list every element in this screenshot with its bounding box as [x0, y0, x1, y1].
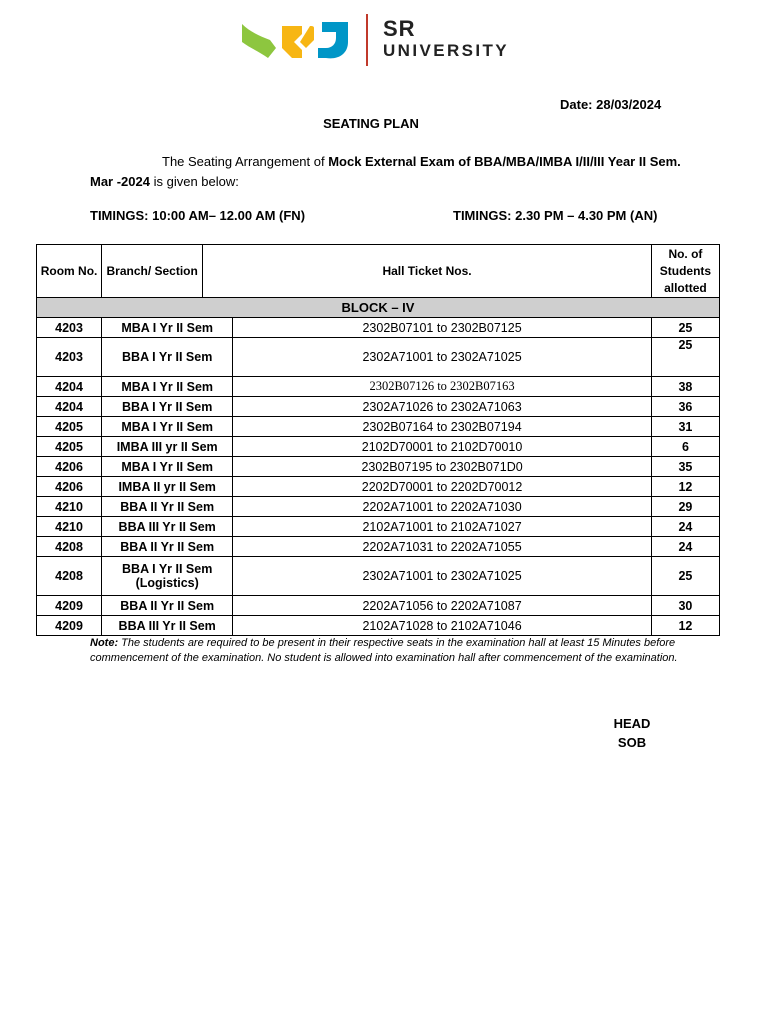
cell-student-count: 25: [651, 557, 719, 596]
table-row: [37, 377, 720, 397]
cell-room: 4204: [37, 397, 102, 417]
table-row: [37, 557, 720, 596]
cell-branch: MBA I Yr II Sem: [102, 377, 233, 397]
table-row: [37, 397, 720, 417]
cell-hall-tickets: 2102A71028 to 2102A71046: [233, 616, 652, 636]
intro-prefix: The Seating Arrangement of: [162, 154, 329, 169]
cell-branch: BBA I Yr II Sem (Logistics): [102, 557, 233, 596]
cell-branch: BBA I Yr II Sem: [102, 338, 233, 377]
intro-suffix: is given below:: [149, 174, 239, 189]
cell-branch: BBA II Yr II Sem: [102, 497, 233, 517]
cell-room: 4208: [37, 557, 102, 596]
header-students: No. of Students allotted: [651, 245, 719, 298]
timing-an: TIMINGS: 2.30 PM – 4.30 PM (AN): [453, 208, 658, 223]
cell-branch: BBA III Yr II Sem: [102, 517, 233, 537]
table-row: [37, 497, 720, 517]
block-label: BLOCK – IV: [37, 298, 720, 318]
cell-branch: BBA II Yr II Sem: [102, 537, 233, 557]
signature-sob: SOB: [617, 735, 647, 750]
cell-student-count: 25: [651, 318, 719, 338]
cell-hall-tickets: 2202A71001 to 2202A71030: [233, 497, 652, 517]
table-row: [37, 417, 720, 437]
cell-room: 4203: [37, 338, 102, 377]
header-branch: Branch/ Section: [102, 245, 203, 298]
cell-student-count: 36: [651, 397, 719, 417]
cell-room: 4208: [37, 537, 102, 557]
cell-student-count: 30: [651, 596, 719, 616]
cell-room: 4209: [37, 596, 102, 616]
cell-room: 4209: [37, 616, 102, 636]
cell-student-count: 12: [651, 477, 719, 497]
cell-student-count: 6: [651, 437, 719, 457]
logo-text-university: UNIVERSITY: [383, 41, 510, 60]
cell-branch: BBA I Yr II Sem: [102, 397, 233, 417]
cell-room: 4204: [37, 377, 102, 397]
document-date: Date: 28/03/2024: [560, 97, 662, 112]
cell-hall-tickets: 2202A71031 to 2202A71055: [233, 537, 652, 557]
cell-hall-tickets: 2302B07164 to 2302B07194: [233, 417, 652, 437]
cell-hall-tickets: 2202D70001 to 2202D70012: [233, 477, 652, 497]
cell-room: 4203: [37, 318, 102, 338]
cell-branch: BBA III Yr II Sem: [102, 616, 233, 636]
table-row: [37, 338, 720, 377]
logo-divider: [366, 14, 368, 66]
note-text: The students are required to be present in their respective seats in the examination hall at least 15 Minutes before commencement of the examination. No student is allowed into examination hall after commencement of the examination.: [90, 637, 678, 664]
cell-hall-tickets: 2302B07195 to 2302B071D0: [233, 457, 652, 477]
signature-head: HEAD: [613, 716, 651, 731]
cell-student-count: 24: [651, 517, 719, 537]
table-row: [37, 517, 720, 537]
table-row: [37, 537, 720, 557]
cell-hall-tickets: 2302A71026 to 2302A71063: [233, 397, 652, 417]
cell-branch: MBA I Yr II Sem: [102, 417, 233, 437]
cell-student-count: 38: [651, 377, 719, 397]
cell-room: 4210: [37, 497, 102, 517]
note-label: Note:: [90, 637, 119, 649]
cell-student-count: 35: [651, 457, 719, 477]
header-room: Room No.: [37, 245, 102, 298]
cell-room: 4206: [37, 457, 102, 477]
timing-fn: TIMINGS: 10:00 AM– 12.00 AM (FN): [90, 208, 306, 223]
cell-room: 4206: [37, 477, 102, 497]
cell-branch: BBA II Yr II Sem: [102, 596, 233, 616]
table-row: [37, 477, 720, 497]
header-hall-ticket: Hall Ticket Nos.: [203, 245, 652, 298]
intro-paragraph: [90, 152, 690, 192]
cell-student-count: 24: [651, 537, 719, 557]
cell-room: 4205: [37, 417, 102, 437]
table-row: [37, 437, 720, 457]
cell-branch: IMBA III yr II Sem: [102, 437, 233, 457]
cell-student-count: 12: [651, 616, 719, 636]
document-title: SEATING PLAN: [323, 116, 419, 131]
cell-hall-tickets: 2202A71056 to 2202A71087: [233, 596, 652, 616]
table-row: [37, 596, 720, 616]
logo-mark-icon: [242, 22, 348, 58]
cell-student-count: 29: [651, 497, 719, 517]
cell-hall-tickets: 2302B07126 to 2302B07163: [233, 377, 652, 397]
cell-room: 4210: [37, 517, 102, 537]
note-paragraph: [90, 636, 690, 666]
cell-hall-tickets: 2302B07101 to 2302B07125: [233, 318, 652, 338]
table-row: [37, 616, 720, 636]
table-row: [37, 318, 720, 338]
cell-hall-tickets: 2102D70001 to 2102D70010: [233, 437, 652, 457]
cell-branch: MBA I Yr II Sem: [102, 318, 233, 338]
cell-student-count: 31: [651, 417, 719, 437]
intro-exam: Mock External Exam of BBA/MBA/IMBA I/II/III Year II Sem. Mar -2024: [90, 154, 681, 189]
cell-hall-tickets: 2302A71001 to 2302A71025: [233, 338, 652, 377]
seating-table: [36, 244, 720, 636]
cell-hall-tickets: 2102A71001 to 2102A71027: [233, 517, 652, 537]
cell-branch: IMBA II yr II Sem: [102, 477, 233, 497]
cell-room: 4205: [37, 437, 102, 457]
cell-hall-tickets: 2302A71001 to 2302A71025: [233, 557, 652, 596]
cell-branch: MBA I Yr II Sem: [102, 457, 233, 477]
cell-student-count: 25: [651, 338, 719, 377]
logo-text-sr: SR: [383, 16, 416, 41]
table-row: [37, 457, 720, 477]
